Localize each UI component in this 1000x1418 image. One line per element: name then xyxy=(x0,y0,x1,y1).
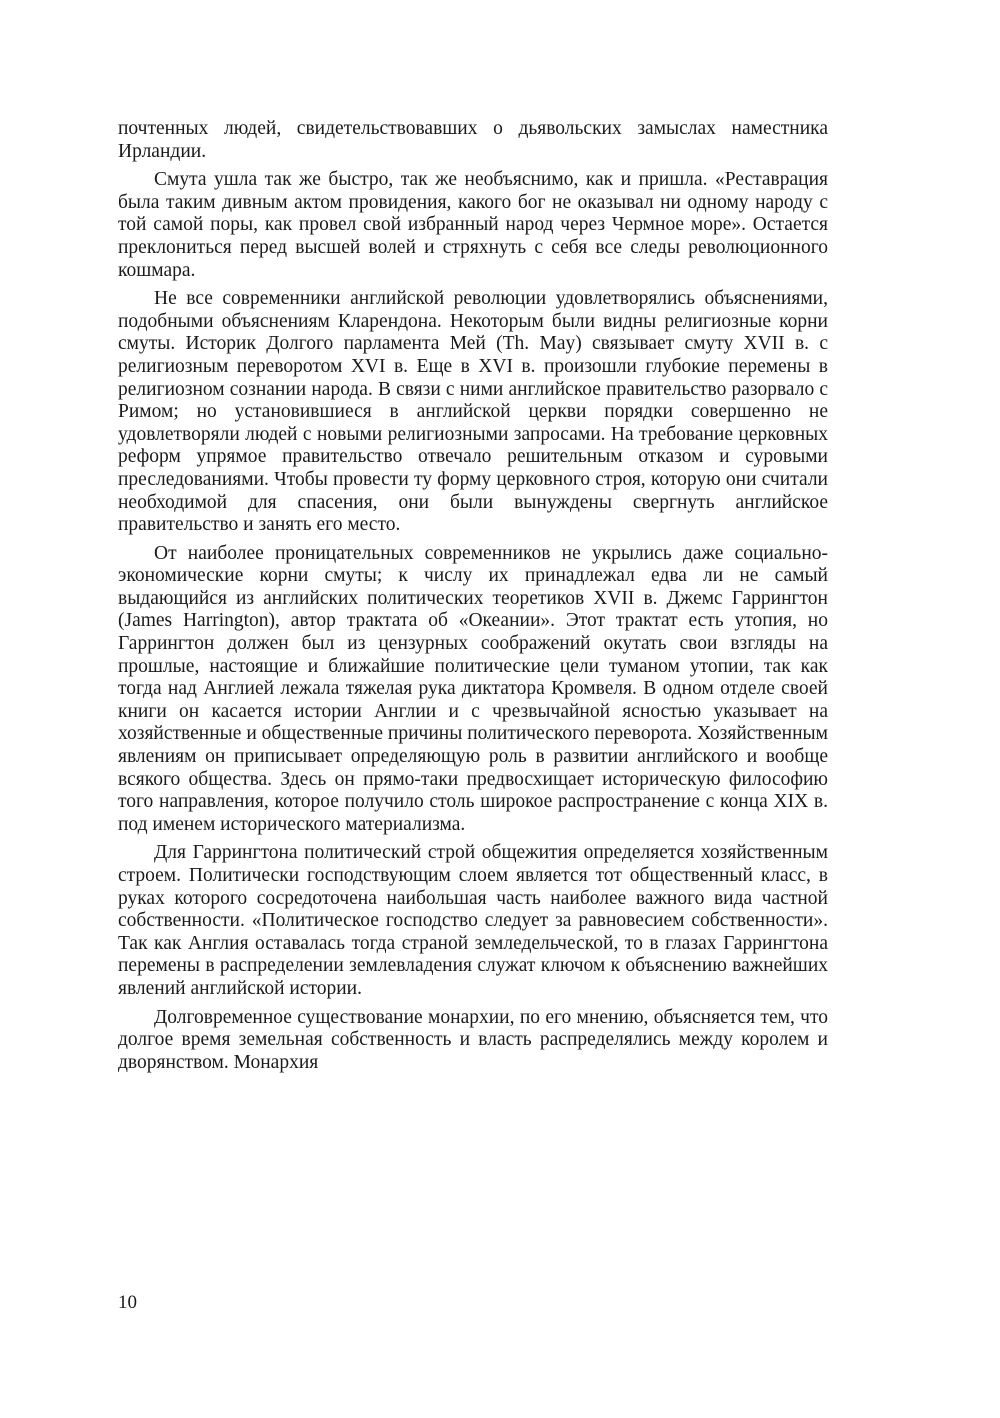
paragraph-2: Смута ушла так же быстро, так же необъяснимо, как и пришла. «Реставрация была таким дивным актом провидения, какого бог не оказывал ни одному народу с той самой поры, как провел свой избранный народ через Чермное море». Остается преклониться перед высшей волей и стряхнуть с себя все следы революционного кошмара. xyxy=(118,169,828,281)
paragraph-1: почтенных людей, свидетельствовавших о дьявольских замыслах наместника Ирландии. xyxy=(118,118,828,162)
paragraph-6: Долговременное существование монархии, по его мнению, объясняется тем, что долгое время земельная собственность и власть распределялись между королем и дворянством. Монархия xyxy=(118,1006,828,1073)
paragraph-5: Для Гаррингтона политический строй общежития определяется хозяйственным строем. Политически господствующим слоем является тот общественный класс, в руках которого сосредоточена наибольшая часть наиболее важного вида частной собственности. «Политическое господство следует за равновесием собственности». Так как Англия оставалась тогда страной земледельческой, то в глазах Гаррингтона перемены в распределении землевладения служат ключом к объяснению важнейших явлений английской истории. xyxy=(118,842,828,999)
paragraph-4: От наиболее проницательных современников не укрылись даже социально-экономические корни смуты; к числу их принадлежал едва ли не самый выдающийся из английских политических теоретиков XVII в. Джемс Гаррингтон (James Harrington), автор трактата об «Океании». Этот трактат есть утопия, но Гаррингтон должен был из цензурных соображений окутать свои взгляды на прошлые, настоящие и ближайшие политические цели туманом утопии, так как тогда над Англией лежала тяжелая рука диктатора Кромвеля. В одном отделе своей книги он касается истории Англии и с чрезвычайной ясностью указывает на хозяйственные и общественные причины политического переворота. Хозяйственным явлениям он приписывает определяющую роль в развитии английского и вообще всякого общества. Здесь он прямо-таки предвосхищает историческую философию того направления, которое получило столь широкое распространение с конца XIX в. под именем исторического материализма. xyxy=(118,542,828,835)
page-number: 10 xyxy=(118,1292,137,1313)
page-body xyxy=(118,118,828,1080)
paragraph-3: Не все современники английской революции удовлетворялись объяснениями, подобными объяснениям Кларендона. Некоторым были видны религиозные корни смуты. Историк Долгого парламента Мей (Th. May) связывает смуту XVII в. с религиозным переворотом XVI в. Еще в XVI в. произошли глубокие перемены в религиозном сознании народа. В связи с ними английское правительство разорвало с Римом; но установившиеся в английской церкви порядки совершенно не удовлетворяли людей с новыми религиозными запросами. На требование церковных реформ упрямое правительство отвечало решительным отказом и суровыми преследованиями. Чтобы провести ту форму церковного строя, которую они считали необходимой для спасения, они были вынуждены свергнуть английское правительство и занять его место. xyxy=(118,288,828,536)
